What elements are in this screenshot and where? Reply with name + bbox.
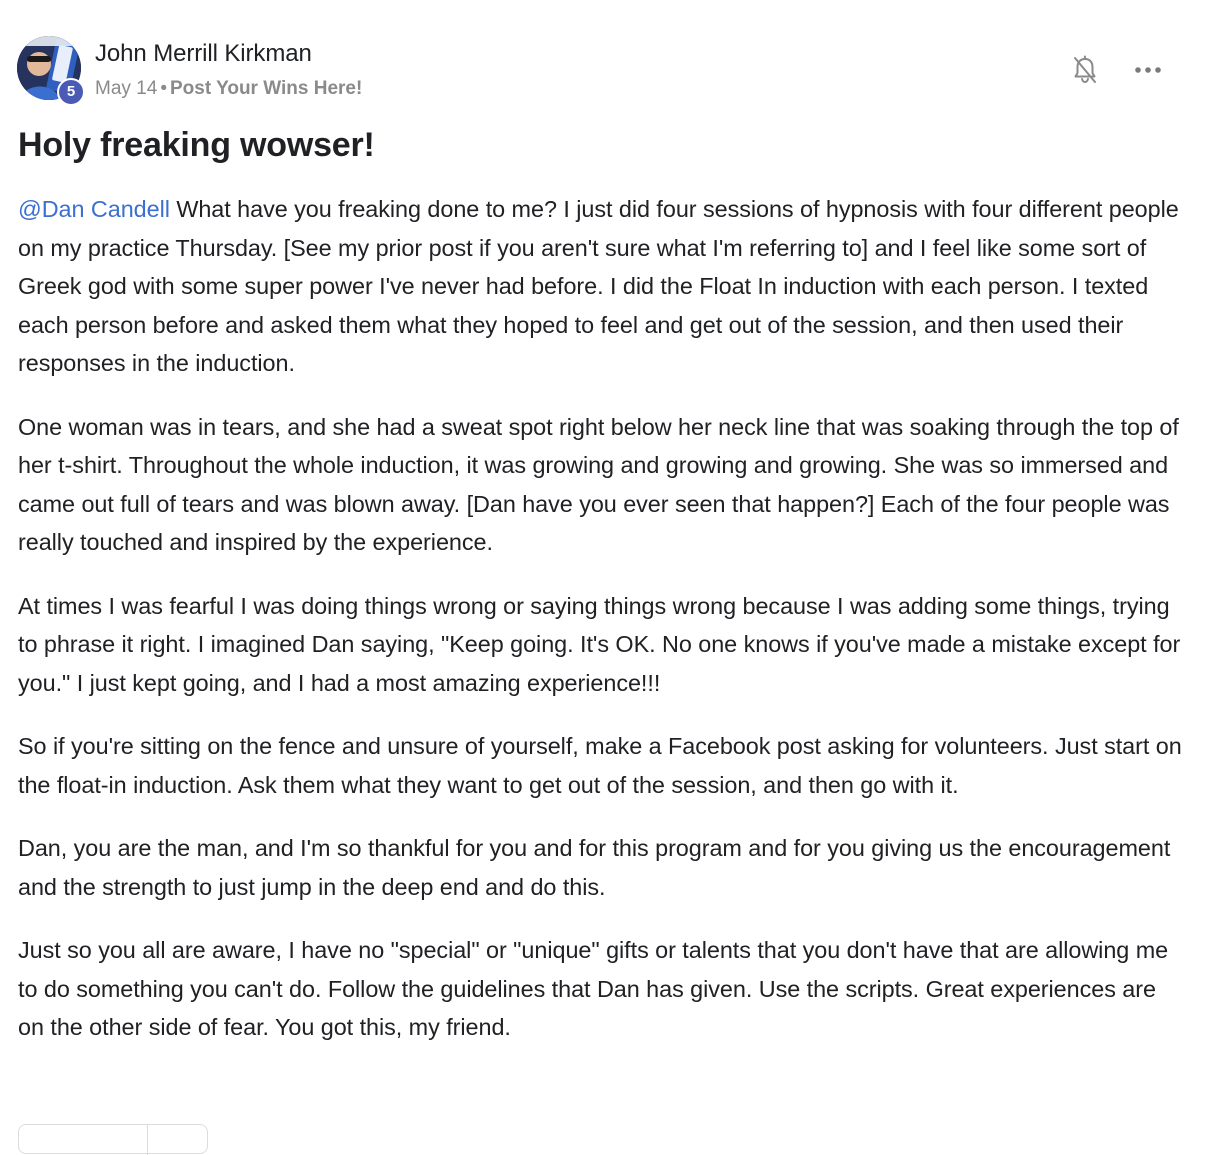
paragraph-text: What have you freaking done to me? I just did four sessions of hypnosis with four different people on my practice Thursday. [See my prior post if you aren't sure what I'm referring to] and I feel like some sort of Greek god with some super power I've never had before. I did the Float In induction with each person. I texted each person before and asked them what they hoped to feel and get out of the session, and then used their responses in the induction. [18, 196, 1179, 376]
mention-link[interactable]: @Dan Candell [18, 196, 170, 222]
post-meta [95, 78, 362, 100]
post-paragraph: Just so you all are aware, I have no "special" or "unique" gifts or talents that you don't have that are allowing me to do something you can't do. Follow the guidelines that Dan has given. Use the scripts. Great experiences are on the other side of fear. You got this, my friend. [18, 931, 1188, 1047]
post-paragraph: Dan, you are the man, and I'm so thankful for you and for this program and for you giving us the encouragement and the strength to just jump in the deep end and do this. [18, 829, 1188, 906]
level-badge: 5 [57, 78, 85, 106]
more-horizontal-icon [1131, 56, 1165, 84]
post-paragraph: So if you're sitting on the fence and unsure of yourself, make a Facebook post asking for volunteers. Just start on the float-in induction. Ask them what they want to get out of the session, and then go with it. [18, 727, 1188, 804]
more-options-button[interactable] [1131, 56, 1165, 84]
post-header [17, 36, 1197, 102]
post-category-link[interactable]: Post Your Wins Here! [170, 78, 362, 99]
post-date: May 14 [95, 78, 157, 99]
reaction-bar[interactable] [18, 1124, 208, 1154]
post-body [18, 190, 1188, 1072]
post-title: Holy freaking wowser! [18, 126, 375, 165]
bell-off-icon [1069, 54, 1101, 86]
notification-button[interactable] [1069, 54, 1101, 86]
post-paragraph: At times I was fearful I was doing things wrong or saying things wrong because I was adding some things, trying to phrase it right. I imagined Dan saying, "Keep going. It's OK. No one knows if you've made a mistake except for you." I just kept going, and I had a most amazing experience!!! [18, 587, 1188, 703]
post-paragraph [18, 190, 1188, 383]
post-paragraph: One woman was in tears, and she had a sweat spot right below her neck line that was soaking through the top of her t-shirt. Throughout the whole induction, it was growing and growing and growing. She was so immersed and came out full of tears and was blown away. [Dan have you ever seen that happen?] Each of the four people was really touched and inspired by the experience. [18, 408, 1188, 562]
meta-separator: • [160, 78, 167, 99]
author-name[interactable]: John Merrill Kirkman [95, 40, 312, 68]
reaction-divider [147, 1125, 148, 1155]
